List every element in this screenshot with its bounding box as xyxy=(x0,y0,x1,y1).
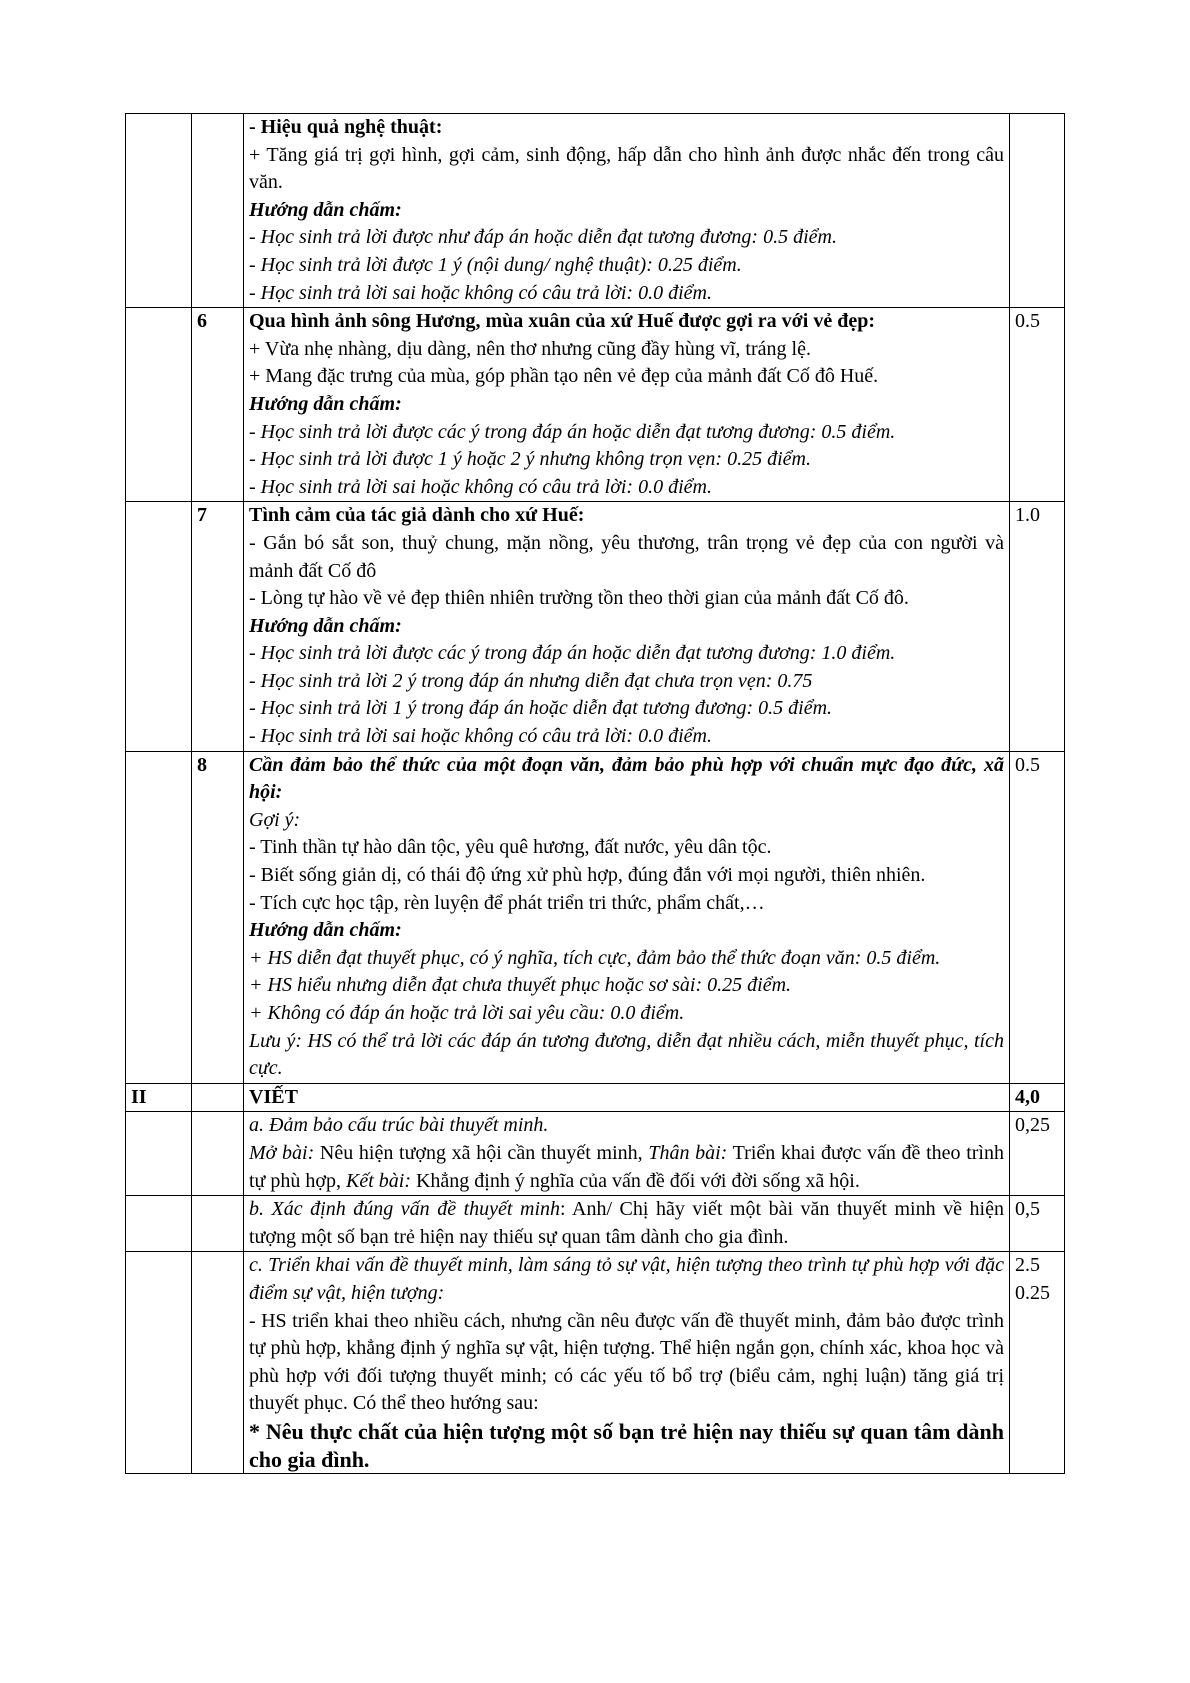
answer-content-cell xyxy=(244,114,1010,308)
content-line: - Hiệu quả nghệ thuật: xyxy=(249,116,443,138)
table-row xyxy=(126,114,1065,308)
content-line: - Học sinh trả lời sai hoặc không có câu trả lời: 0.0 điểm. xyxy=(249,725,712,748)
content-fragment: Nêu hiện tượng xã hội cần thuyết minh, xyxy=(314,1141,649,1164)
table-row xyxy=(126,1112,1065,1196)
content-line: - Lòng tự hào về vẻ đẹp thiên nhiên trường tồn theo thời gian của mảnh đất Cố đô. xyxy=(249,587,909,610)
content-line: - Học sinh trả lời được 1 ý (nội dung/ nghệ thuật): 0.25 điểm. xyxy=(249,253,742,276)
content-line: - Học sinh trả lời được các ý trong đáp án hoặc diễn đạt tương đương: 0.5 điểm. xyxy=(249,420,896,443)
content-fragment: Mở bài: xyxy=(249,1141,315,1164)
score-value: 0.25 xyxy=(1015,1281,1050,1304)
content-line: Gợi ý: xyxy=(249,808,301,831)
answer-content-cell xyxy=(244,751,1010,1083)
content-line: Lưu ý: HS có thể trả lời các đáp án tương đương, diễn đạt nhiều cách, miễn thuyết phục, tích cực. xyxy=(249,1029,1004,1080)
content-line xyxy=(249,1140,1004,1195)
answer-content-cell xyxy=(244,1083,1010,1112)
table-row xyxy=(126,1196,1065,1252)
content-fragment: Kết bài: xyxy=(345,1169,411,1192)
section-cell xyxy=(126,308,192,502)
score-value: 0.5 xyxy=(1015,753,1040,776)
content-fragment: Thân bài: xyxy=(648,1141,728,1164)
content-line: - Học sinh trả lời 2 ý trong đáp án nhưng diễn đạt chưa trọn vẹn: 0.75 xyxy=(249,669,813,692)
content-line: Hướng dẫn chấm: xyxy=(249,614,402,637)
content-line: Hướng dẫn chấm: xyxy=(249,198,402,221)
content-fragment: Triển khai được vấn đề theo trình tự phù hợp, xyxy=(249,1141,1004,1192)
content-line: + Tăng giá trị gợi hình, gợi cảm, sinh động, hấp dẫn cho hình ảnh được nhắc đến trong câu văn. xyxy=(249,143,1004,194)
section-cell xyxy=(126,1252,192,1474)
content-line: + HS diễn đạt thuyết phục, có ý nghĩa, tích cực, đảm bảo thể thức đoạn văn: 0.5 điểm. xyxy=(249,946,941,969)
answer-content-cell xyxy=(244,1112,1010,1196)
content-line: * Nêu thực chất của hiện tượng một số bạn trẻ hiện nay thiếu sự quan tâm dành cho gia đình. xyxy=(249,1418,1004,1472)
score-value: 2.5 xyxy=(1015,1254,1040,1277)
content-line: + Không có đáp án hoặc trả lời sai yêu cầu: 0.0 điểm. xyxy=(249,1002,685,1024)
score-value: 0,5 xyxy=(1015,1198,1040,1221)
score-cell xyxy=(1010,1083,1065,1112)
score-cell xyxy=(1010,1252,1065,1474)
table-row xyxy=(126,502,1065,751)
content-line: Cần đảm bảo thể thức của một đoạn văn, đảm bảo phù hợp với chuẩn mực đạo đức, xã hội: xyxy=(249,753,1004,804)
question-number-cell xyxy=(192,1083,244,1112)
content-line: - Học sinh trả lời sai hoặc không có câu trả lời: 0.0 điểm. xyxy=(249,281,712,304)
content-line: + HS hiểu nhưng diễn đạt chưa thuyết phục hoặc sơ sài: 0.25 điểm. xyxy=(249,974,792,997)
score-value: 4,0 xyxy=(1015,1085,1040,1108)
section-cell xyxy=(126,1112,192,1196)
content-line: - Học sinh trả lời sai hoặc không có câu trả lời: 0.0 điểm. xyxy=(249,475,712,498)
question-number-cell: 8 xyxy=(192,751,244,1083)
section-cell xyxy=(126,114,192,308)
answer-content-cell xyxy=(244,308,1010,502)
content-fragment: b. Xác định đúng vấn đề thuyết minh xyxy=(249,1198,561,1221)
score-cell xyxy=(1010,751,1065,1083)
content-line: - Biết sống giản dị, có thái độ ứng xử phù hợp, đúng đắn với mọi người, thiên nhiên. xyxy=(249,864,926,887)
content-line: - Học sinh trả lời được 1 ý hoặc 2 ý nhưng không trọn vẹn: 0.25 điểm. xyxy=(249,448,811,471)
content-line: Hướng dẫn chấm: xyxy=(249,919,402,942)
table-row xyxy=(126,751,1065,1083)
answer-content-cell xyxy=(244,1252,1010,1474)
section-cell xyxy=(126,502,192,751)
content-line: - Tinh thần tự hào dân tộc, yêu quê hương, đất nước, yêu dân tộc. xyxy=(249,836,772,859)
score-value: 0,25 xyxy=(1015,1114,1050,1137)
table-row xyxy=(126,1252,1065,1474)
content-line: c. Triển khai vấn đề thuyết minh, làm sáng tỏ sự vật, hiện tượng theo trình tự phù hợp với đặc điểm sự vật, hiện tượng: xyxy=(249,1254,1004,1304)
score-cell xyxy=(1010,1196,1065,1252)
table-row xyxy=(126,308,1065,502)
answer-content-cell xyxy=(244,502,1010,751)
score-value: 1.0 xyxy=(1015,504,1040,527)
content-line: VIẾT xyxy=(249,1085,298,1108)
question-number-cell xyxy=(192,1252,244,1474)
content-line: Tình cảm của tác giả dành cho xứ Huế: xyxy=(249,504,585,527)
score-cell xyxy=(1010,308,1065,502)
score-cell xyxy=(1010,114,1065,308)
section-cell: II xyxy=(126,1083,192,1112)
content-line: - Học sinh trả lời 1 ý trong đáp án hoặc diễn đạt tương đương: 0.5 điểm. xyxy=(249,697,833,720)
score-cell xyxy=(1010,502,1065,751)
question-number-cell xyxy=(192,1112,244,1196)
content-line: - Học sinh trả lời được các ý trong đáp án hoặc diễn đạt tương đương: 1.0 điểm. xyxy=(249,642,896,665)
answer-content-cell xyxy=(244,1196,1010,1252)
score-value: 0.5 xyxy=(1015,310,1040,333)
content-line: - Gắn bó sắt son, thuỷ chung, mặn nồng, yêu thương, trân trọng vẻ đẹp của con người và mảnh đất Cố đô xyxy=(249,531,1004,582)
question-number-cell: 6 xyxy=(192,308,244,502)
content-fragment: : Anh/ Chị hãy viết một bài văn thuyết minh về hiện tượng một số bạn trẻ hiện nay thiếu sự quan tâm dành cho gia đình. xyxy=(249,1198,1004,1248)
content-line: - Học sinh trả lời được như đáp án hoặc diễn đạt tương đương: 0.5 điểm. xyxy=(249,226,837,249)
answer-key-body xyxy=(126,114,1065,1474)
content-line: - HS triển khai theo nhiều cách, nhưng cần nêu được vấn đề thuyết minh, đảm bảo được trình tự phù hợp, khẳng định ý nghĩa sự vật, hiện tượng. Thể hiện ngắn gọn, chính xác, khoa học và phù hợp với đối tượng thuyết minh; có các yếu tố bổ trợ (biểu cảm, nghị luận) tăng giá trị thuyết phục. Có thể theo hướng sau: xyxy=(249,1309,1004,1415)
question-number-cell xyxy=(192,1196,244,1252)
score-cell xyxy=(1010,1112,1065,1196)
content-line: Hướng dẫn chấm: xyxy=(249,392,402,415)
content-line: Qua hình ảnh sông Hương, mùa xuân của xứ Huế được gợi ra với vẻ đẹp: xyxy=(249,310,875,333)
answer-key-table xyxy=(125,113,1065,1474)
content-line: a. Đảm bảo cấu trúc bài thuyết minh. xyxy=(249,1114,549,1137)
question-number-cell: 7 xyxy=(192,502,244,751)
section-cell xyxy=(126,751,192,1083)
question-number-cell xyxy=(192,114,244,308)
content-line: + Mang đặc trưng của mùa, góp phần tạo nên vẻ đẹp của mảnh đất Cố đô Huế. xyxy=(249,365,879,388)
table-row xyxy=(126,1083,1065,1112)
section-cell xyxy=(126,1196,192,1252)
content-line: + Vừa nhẹ nhàng, dịu dàng, nên thơ nhưng cũng đầy hùng vĩ, tráng lệ. xyxy=(249,337,811,360)
content-line xyxy=(249,1196,1004,1251)
content-line: - Tích cực học tập, rèn luyện để phát triển tri thức, phẩm chất,… xyxy=(249,891,765,914)
content-fragment: Khẳng định ý nghĩa của vấn đề đối với đời sống xã hội. xyxy=(410,1169,860,1192)
